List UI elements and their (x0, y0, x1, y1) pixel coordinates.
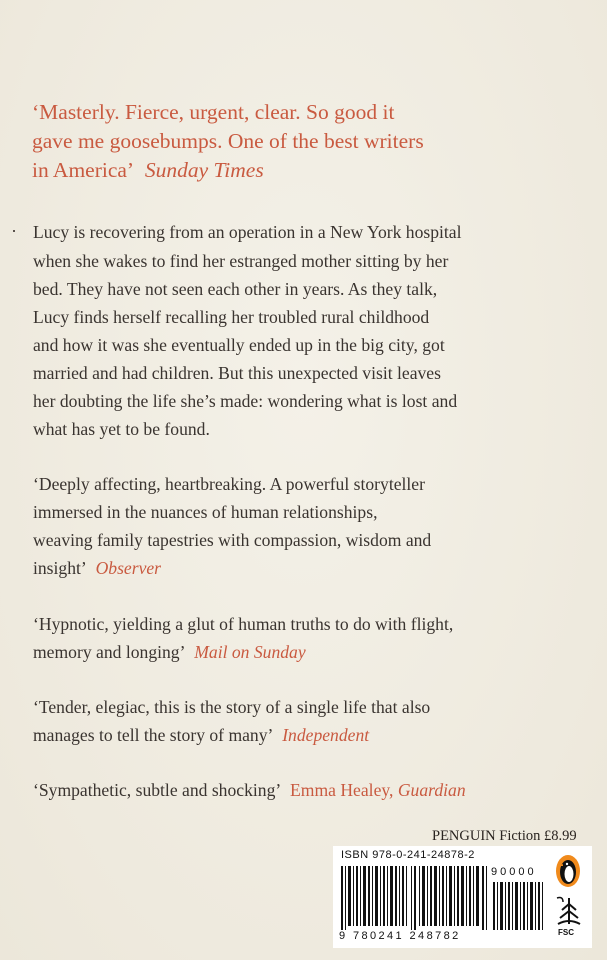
barcode-panel (333, 846, 592, 948)
review-line: manages to tell the story of many’ Independent (33, 725, 370, 745)
addon-barcode-icon (493, 882, 545, 930)
publisher-price: PENGUIN Fiction £8.99 (432, 828, 577, 844)
margin-mark (13, 230, 15, 232)
synopsis-line: bed. They have not seen each other in years. As they talk, (33, 279, 438, 299)
review-source: Mail on Sunday (194, 642, 306, 662)
review-source: Guardian (397, 780, 466, 800)
barcode-digits: 9 780241 248782 (339, 930, 461, 942)
addon-digits: 90000 (491, 866, 537, 878)
review-line: weaving family tapestries with compassion, wisdom and (33, 530, 432, 550)
synopsis-line: what has yet to be found. (33, 419, 210, 439)
headline-quote-source: Sunday Times (144, 158, 264, 182)
synopsis-line: when she wakes to find her estranged mother sitting by her (33, 251, 449, 271)
review-source: Observer (95, 558, 162, 578)
review-line: ‘Tender, elegiac, this is the story of a single life that also (33, 697, 431, 717)
review-line: ‘Sympathetic, subtle and shocking’ Emma Healey, Guardian (33, 780, 466, 800)
review-line: immersed in the nuances of human relationships, (33, 502, 378, 522)
synopsis-line: married and had children. But this unexpected visit leaves (33, 363, 441, 383)
synopsis-line: her doubting the life she’s made: wondering what is lost and (33, 391, 458, 411)
synopsis-line: Lucy is recovering from an operation in a New York hospital (33, 222, 462, 242)
review-line: ‘Hypnotic, yielding a glut of human truths to do with flight, (33, 614, 454, 634)
headline-quote-line: ‘Masterly. Fierce, urgent, clear. So good it (32, 100, 395, 124)
review-line: ‘Deeply affecting, heartbreaking. A powerful storyteller (33, 474, 425, 494)
headline-quote-line: gave me goosebumps. One of the best writers (32, 129, 424, 153)
headline-quote-line: in America’ Sunday Times (32, 158, 264, 182)
barcode-icon (341, 866, 491, 930)
review-source: Independent (282, 725, 370, 745)
fsc-label: FSC (558, 928, 574, 937)
synopsis-line: and how it was she eventually ended up in the big city, got (33, 335, 445, 355)
review-author: Emma Healey, (290, 780, 394, 800)
penguin-logo-icon (555, 854, 581, 888)
isbn-label: ISBN 978-0-241-24878-2 (341, 849, 475, 861)
review-line: memory and longing’ Mail on Sunday (33, 642, 306, 662)
review-line: insight’ Observer (33, 558, 162, 578)
synopsis-line: Lucy finds herself recalling her troubled rural childhood (33, 307, 430, 327)
